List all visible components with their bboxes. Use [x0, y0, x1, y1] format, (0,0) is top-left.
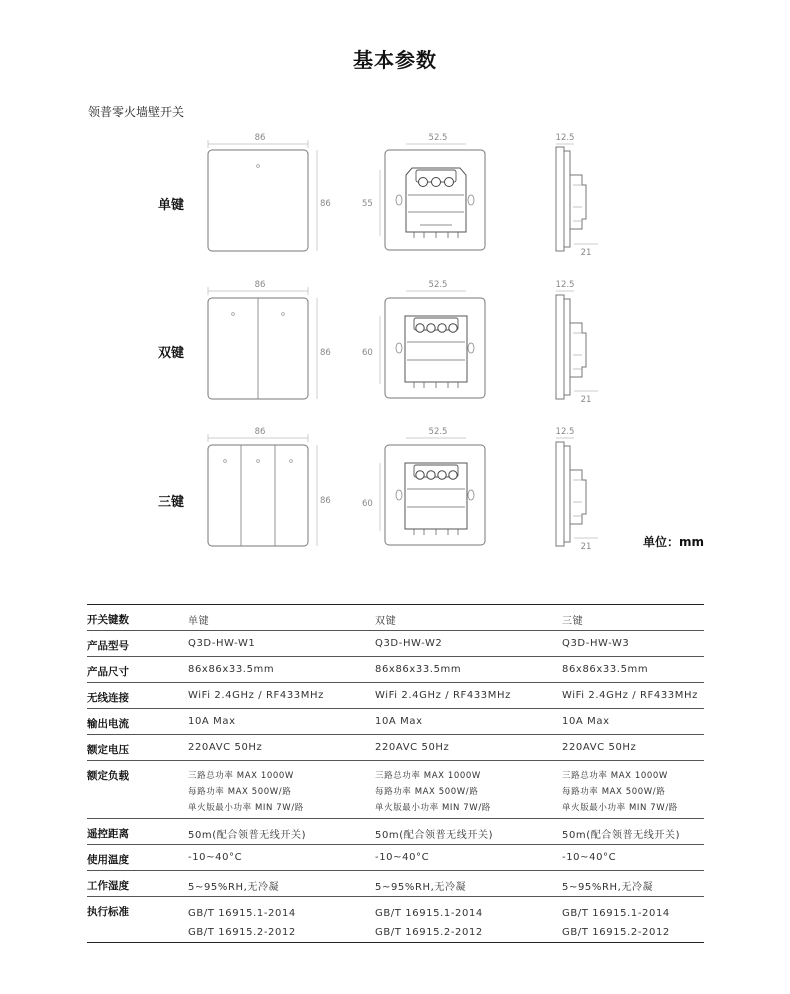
dim-box-height-single: 55: [362, 199, 373, 209]
dim-side-depth-double: 21: [580, 395, 592, 405]
unit-label: 单位：mm: [643, 535, 705, 549]
cell: -10~40°C: [188, 852, 243, 863]
cell: Q3D-HW-W3: [562, 638, 630, 649]
cell: 10A Max: [562, 716, 610, 727]
cell: [375, 897, 562, 943]
dim-side-depth-single: 21: [580, 248, 592, 258]
row-key: 额定电压: [87, 744, 129, 756]
row-key: 产品型号: [87, 640, 129, 652]
cell: 10A Max: [375, 716, 423, 727]
front-view-triple: [208, 427, 331, 546]
dim-box-width-double: 52.5: [428, 280, 448, 290]
dim-box-width-single: 52.5: [428, 133, 448, 143]
load-line: 每路功率 MAX 500W/路: [562, 787, 666, 797]
table-row: [87, 819, 704, 845]
box-view-single: [362, 133, 485, 250]
cell: [375, 761, 562, 819]
row-label-single: 单键: [158, 198, 185, 213]
cell: Q3D-HW-W2: [375, 638, 443, 649]
cell: 50m(配合领普无线开关): [562, 830, 681, 841]
cell: 10A Max: [188, 716, 236, 727]
cell: Q3D-HW-W1: [188, 638, 256, 649]
table-row: [87, 709, 704, 735]
cell: 220AVC 50Hz: [188, 742, 263, 753]
cell: 单键: [188, 616, 210, 627]
table-row: [87, 761, 704, 819]
table-row: [87, 871, 704, 897]
table-row: [87, 605, 704, 631]
table-row: [87, 897, 704, 943]
standard-line: GB/T 16915.1-2014: [375, 908, 483, 919]
cell: 50m(配合领普无线开关): [375, 830, 494, 841]
side-view-double: [556, 280, 598, 405]
row-label-double: 双键: [158, 346, 185, 361]
page-title: 基本参数: [353, 48, 437, 72]
cell: 86x86x33.5mm: [375, 664, 462, 675]
cell: [562, 761, 704, 819]
cell: 双键: [375, 616, 397, 627]
cell: 86x86x33.5mm: [188, 664, 275, 675]
front-view-single: [208, 133, 331, 251]
cell: -10~40°C: [562, 852, 617, 863]
cell: 220AVC 50Hz: [375, 742, 450, 753]
load-line: 三路总功率 MAX 1000W: [562, 771, 668, 781]
row-key: 执行标准: [87, 906, 129, 918]
load-line: 单火版最小功率 MIN 7W/路: [375, 803, 491, 813]
row-key: 开关键数: [87, 614, 129, 626]
side-view-single: [556, 133, 598, 258]
load-line: 每路功率 MAX 500W/路: [375, 787, 479, 797]
standard-line: GB/T 16915.2-2012: [375, 927, 483, 938]
dim-box-width-triple: 52.5: [428, 427, 448, 437]
table-row: [87, 631, 704, 657]
cell: 5~95%RH,无冷凝: [562, 882, 654, 893]
box-view-double: [362, 280, 485, 398]
cell: 三键: [562, 616, 584, 627]
dim-front-width-double: 86: [254, 280, 266, 290]
dim-side-thickness-triple: 12.5: [555, 427, 575, 437]
cell: 5~95%RH,无冷凝: [375, 882, 467, 893]
dim-side-thickness-single: 12.5: [555, 133, 575, 143]
cell: [188, 761, 375, 819]
load-line: 三路总功率 MAX 1000W: [188, 771, 294, 781]
load-line: 三路总功率 MAX 1000W: [375, 771, 481, 781]
side-view-triple: [556, 427, 598, 552]
dim-box-height-triple: 60: [362, 499, 373, 509]
row-key: 无线连接: [87, 692, 129, 704]
box-view-triple: [362, 427, 485, 545]
cell: 50m(配合领普无线开关): [188, 830, 307, 841]
standard-line: GB/T 16915.2-2012: [562, 927, 670, 938]
row-key: 使用温度: [87, 854, 129, 866]
row-key: 输出电流: [87, 718, 129, 730]
dim-side-thickness-double: 12.5: [555, 280, 575, 290]
dim-front-width-single: 86: [254, 133, 266, 143]
dim-front-height-double: 86: [320, 348, 331, 358]
cell: 5~95%RH,无冷凝: [188, 882, 280, 893]
table-row: [87, 735, 704, 761]
product-subtitle: 领普零火墙壁开关: [88, 105, 185, 119]
row-key: 遥控距离: [87, 828, 129, 840]
cell: [562, 897, 704, 943]
dim-front-height-single: 86: [320, 199, 331, 209]
cell: [188, 897, 375, 943]
dim-front-width-triple: 86: [254, 427, 266, 437]
cell: 220AVC 50Hz: [562, 742, 637, 753]
load-line: 每路功率 MAX 500W/路: [188, 787, 292, 797]
cell: -10~40°C: [375, 852, 430, 863]
spec-table: [87, 604, 704, 943]
row-key: 产品尺寸: [87, 666, 129, 678]
table-row: [87, 845, 704, 871]
table-row: [87, 657, 704, 683]
table-row: [87, 683, 704, 709]
dim-front-height-triple: 86: [320, 496, 331, 506]
standard-line: GB/T 16915.1-2014: [188, 908, 296, 919]
cell: WiFi 2.4GHz / RF433MHz: [188, 690, 324, 701]
standard-line: GB/T 16915.1-2014: [562, 908, 670, 919]
standard-line: GB/T 16915.2-2012: [188, 927, 296, 938]
front-view-double: [208, 280, 331, 399]
cell: 86x86x33.5mm: [562, 664, 649, 675]
row-label-triple: 三键: [158, 495, 185, 510]
cell: WiFi 2.4GHz / RF433MHz: [375, 690, 511, 701]
row-key: 额定负载: [87, 770, 129, 782]
row-key: 工作湿度: [87, 880, 129, 892]
load-line: 单火版最小功率 MIN 7W/路: [562, 803, 678, 813]
load-line: 单火版最小功率 MIN 7W/路: [188, 803, 304, 813]
dim-box-height-double: 60: [362, 348, 373, 358]
dim-side-depth-triple: 21: [580, 542, 592, 552]
cell: WiFi 2.4GHz / RF433MHz: [562, 690, 698, 701]
